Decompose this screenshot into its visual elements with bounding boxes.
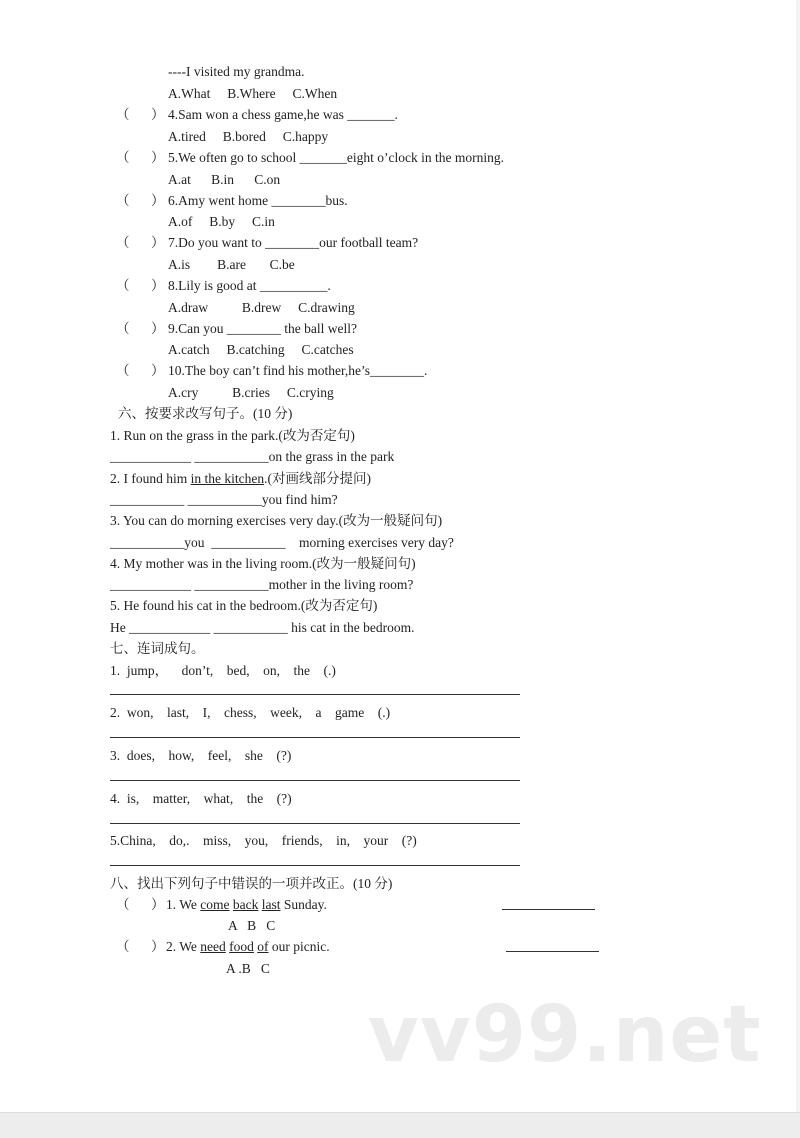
text: 2. I found him [110, 471, 191, 486]
question-5: 5.We often go to school _______eight o’clock in the morning. [168, 150, 504, 165]
answer-line [110, 737, 520, 738]
option-b: B.in [211, 172, 235, 187]
rewrite-question-1: 1. Run on the grass in the park.(改为否定句) [110, 428, 355, 443]
question-7: 7.Do you want to ________our football team? [168, 235, 419, 250]
answer-paren-close: ） [151, 363, 165, 378]
option-a: A.of [168, 214, 193, 229]
word-order-2: 2. won, last, I, chess, week, a game (.) [110, 705, 391, 720]
option-a: A.at [168, 172, 191, 187]
rewrite-answer-4: ____________ ___________mother in the living room? [110, 577, 414, 592]
viewer-bottom-bar [0, 1112, 800, 1138]
option-b-word: back [232, 897, 259, 912]
rewrite-question-2 [110, 470, 371, 488]
option-c: C.catches [301, 342, 354, 357]
option-b: B.cries [232, 385, 270, 400]
option-c-word: of [257, 939, 269, 954]
option-b: B.Where [227, 86, 276, 101]
text: our picnic. [268, 939, 330, 954]
word-order-5: 5.China, do,. miss, you, friends, in, your (?) [110, 833, 417, 848]
section-7-heading: 七、连词成句。 [110, 641, 205, 656]
answer-paren-close: ） [151, 107, 165, 122]
option-a-word: come [200, 897, 230, 912]
answer-line [110, 823, 520, 824]
option-c-word: last [261, 897, 281, 912]
word-order-1: 1. jump， don’t, bed, on, the (.) [110, 663, 336, 678]
option-b-word: food [229, 939, 254, 954]
question-3-answer-line: ----I visited my grandma. [168, 64, 305, 79]
answer-paren-open: （ [116, 363, 130, 378]
answer-paren-open: （ [116, 278, 130, 293]
rewrite-answer-5: He ____________ ___________ his cat in the bedroom. [110, 620, 415, 635]
rewrite-answer-3: ___________you ___________ morning exercises very day? [110, 535, 454, 550]
option-a: A.is [168, 257, 191, 272]
option-c: C.crying [286, 385, 334, 400]
rewrite-question-4: 4. My mother was in the living room.(改为一般疑问句) [110, 556, 416, 571]
question-9: 9.Can you ________ the ball well? [168, 321, 357, 336]
option-c: C.on [254, 172, 281, 187]
question-8: 8.Lily is good at __________. [168, 278, 331, 293]
answer-paren-open: （ [116, 150, 130, 165]
correction-line [502, 909, 595, 910]
answer-paren-close: ） [151, 321, 165, 336]
section-6-heading: 六、按要求改写句子。(10 分) [118, 406, 293, 421]
option-b: B.drew [241, 300, 282, 315]
answer-paren-open: （ [116, 107, 130, 122]
error-letters-2: A .B C [226, 961, 270, 976]
question-6: 6.Amy went home ________bus. [168, 193, 348, 208]
rewrite-question-5: 5. He found his cat in the bedroom.(改为否定句) [110, 598, 378, 613]
section-8-heading: 八、找出下列句子中错误的一项并改正。(10 分) [110, 876, 393, 891]
answer-paren-open: （ [116, 235, 130, 250]
watermark-text: vv99.net [368, 990, 762, 1080]
answer-line [110, 780, 520, 781]
question-6-options [168, 213, 275, 231]
option-c: C.be [269, 257, 295, 272]
option-b: B.catching [226, 342, 285, 357]
option-b: B.are [217, 257, 246, 272]
answer-paren-open: （ [116, 193, 130, 208]
question-5-options [168, 171, 280, 189]
option-c: C.When [292, 86, 338, 101]
text: Sunday. [280, 897, 327, 912]
answer-paren-close: ） [151, 235, 165, 250]
question-8-options [168, 299, 355, 317]
option-c: C.drawing [298, 300, 355, 315]
answer-paren-open: （ [116, 321, 130, 336]
question-3-options [168, 85, 337, 103]
answer-paren-close: ） [151, 150, 165, 165]
answer-paren-close: ） [151, 278, 165, 293]
question-7-options [168, 256, 295, 274]
word-order-4: 4. is, matter, what, the (?) [110, 791, 292, 806]
question-10-options [168, 384, 334, 402]
word-order-3: 3. does, how, feel, she (?) [110, 748, 292, 763]
option-a-word: need [200, 939, 226, 954]
underlined-phrase: in the kitchen [190, 471, 265, 486]
rewrite-answer-2: ___________ ___________you find him? [110, 492, 338, 507]
answer-paren-close: ） [151, 193, 165, 208]
error-letters-1: A B C [228, 918, 276, 933]
correction-line [506, 951, 599, 952]
text: 1. We [166, 897, 201, 912]
rewrite-question-3: 3. You can do morning exercises very day.(改为一般疑问句) [110, 513, 443, 528]
question-9-options [168, 341, 354, 359]
answer-paren-close: ） [151, 939, 165, 954]
error-correction-2 [166, 938, 330, 956]
answer-line [110, 694, 520, 695]
option-a: A.draw [168, 300, 209, 315]
option-b: B.bored [222, 129, 266, 144]
error-correction-1 [166, 896, 327, 914]
option-a: A.What [168, 86, 211, 101]
answer-paren-open: （ [116, 939, 130, 954]
text: .(对画线部分提问) [264, 471, 371, 486]
answer-paren-open: （ [116, 897, 130, 912]
question-10: 10.The boy can’t find his mother,he’s________. [168, 363, 428, 378]
option-a: A.tired [168, 129, 206, 144]
answer-paren-close: ） [151, 897, 165, 912]
option-c: C.in [252, 214, 275, 229]
option-a: A.catch [168, 342, 210, 357]
option-a: A.cry [168, 385, 199, 400]
page-edge [796, 0, 800, 1112]
option-b: B.by [209, 214, 236, 229]
question-4-options [168, 128, 328, 146]
option-c: C.happy [282, 129, 329, 144]
rewrite-answer-1: ____________ ___________on the grass in the park [110, 449, 395, 464]
answer-line [110, 865, 520, 866]
question-4: 4.Sam won a chess game,he was _______. [168, 107, 398, 122]
text: 2. We [166, 939, 201, 954]
